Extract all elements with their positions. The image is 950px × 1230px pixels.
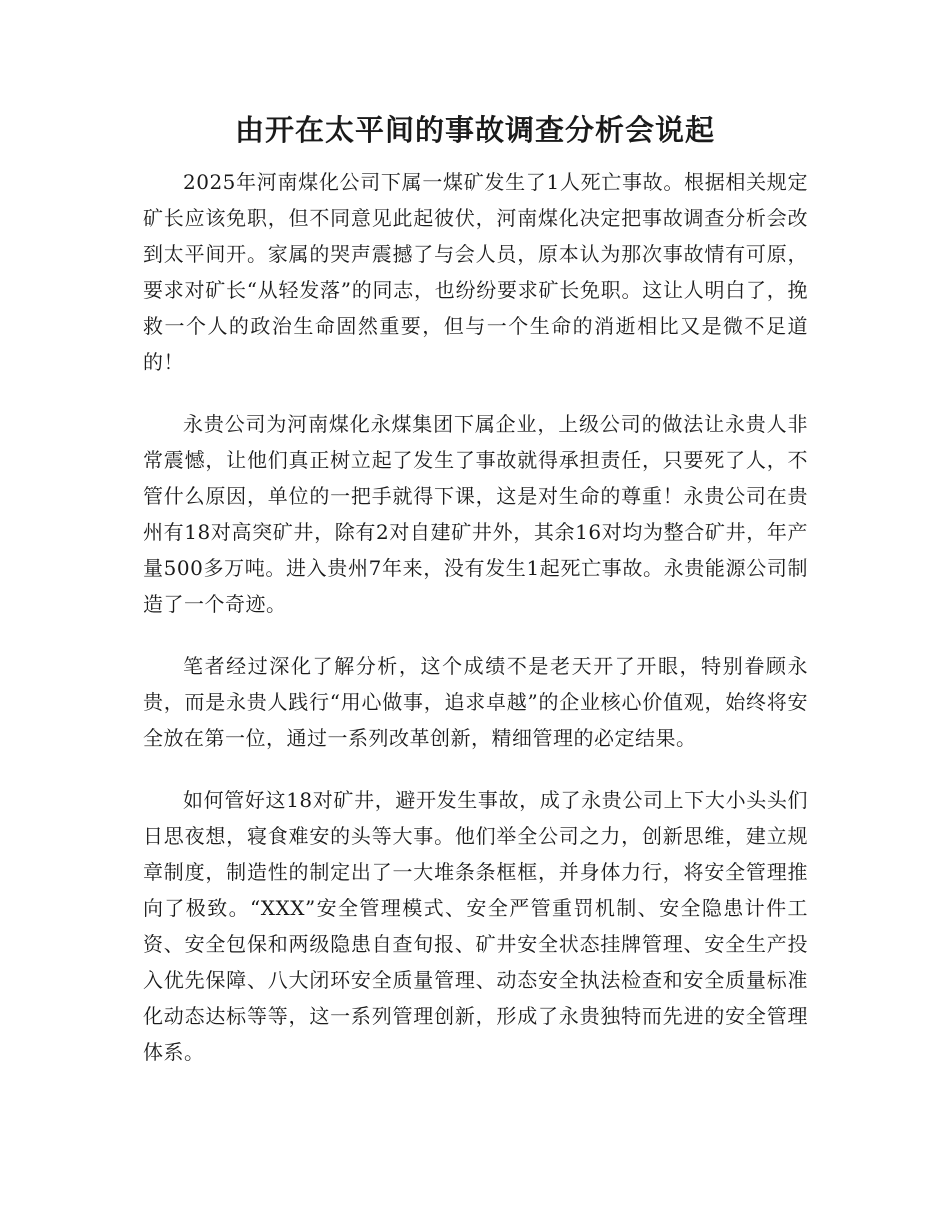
- document-title: 由开在太平间的事故调查分析会说起: [234, 113, 715, 147]
- paragraph-1: 2025年河南煤化公司下属一煤矿发生了1人死亡事故。根据相关规定矿长应该免职，但不同意见此起彼伏，河南煤化决定把事故调查分析会改到太平间开。家属的哭声震撼了与会人员，原本认为那次事故情有可原，要求对矿长“从轻发落”的同志，也纷纷要求矿长免职。这让人明白了，挽救一个人的政治生命固然重要，但与一个生命的消逝相比又是微不足道的！: [143, 170, 808, 374]
- paragraph-3: 笔者经过深化了解分析，这个成绩不是老天开了开眼，特别眷顾永贵，而是永贵人践行“用心做事，追求卓越”的企业核心价值观，始终将安全放在第一位，通过一系列改革创新，精细管理的必定结果。: [143, 654, 808, 750]
- paragraph-2: 永贵公司为河南煤化永煤集团下属企业，上级公司的做法让永贵人非常震憾，让他们真正树立起了发生了事故就得承担责任，只要死了人，不管什么原因，单位的一把手就得下课，这是对生命的尊重！永贵公司在贵州有18对高突矿井，除有2对自建矿井外，其余16对均为整合矿井，年产量500多万吨。进入贵州7年来，没有发生1起死亡事故。永贵能源公司制造了一个奇迹。: [143, 412, 808, 616]
- paragraph-4: 如何管好这18对矿井，避开发生事故，成了永贵公司上下大小头头们日思夜想，寝食难安的头等大事。他们举全公司之力，创新思维，建立规章制度，制造性的制定出了一大堆条条框框，并身体力行，将安全管理推向了极致。“XXX”安全管理模式、安全严管重罚机制、安全隐患计件工资、安全包保和两级隐患自查旬报、矿井安全状态挂牌管理、安全生产投入优先保障、八大闭环安全质量管理、动态安全执法检查和安全质量标准化动态达标等等，这一系列管理创新，形成了永贵独特而先进的安全管理体系。: [143, 788, 808, 1064]
- document-body: [143, 164, 808, 1096]
